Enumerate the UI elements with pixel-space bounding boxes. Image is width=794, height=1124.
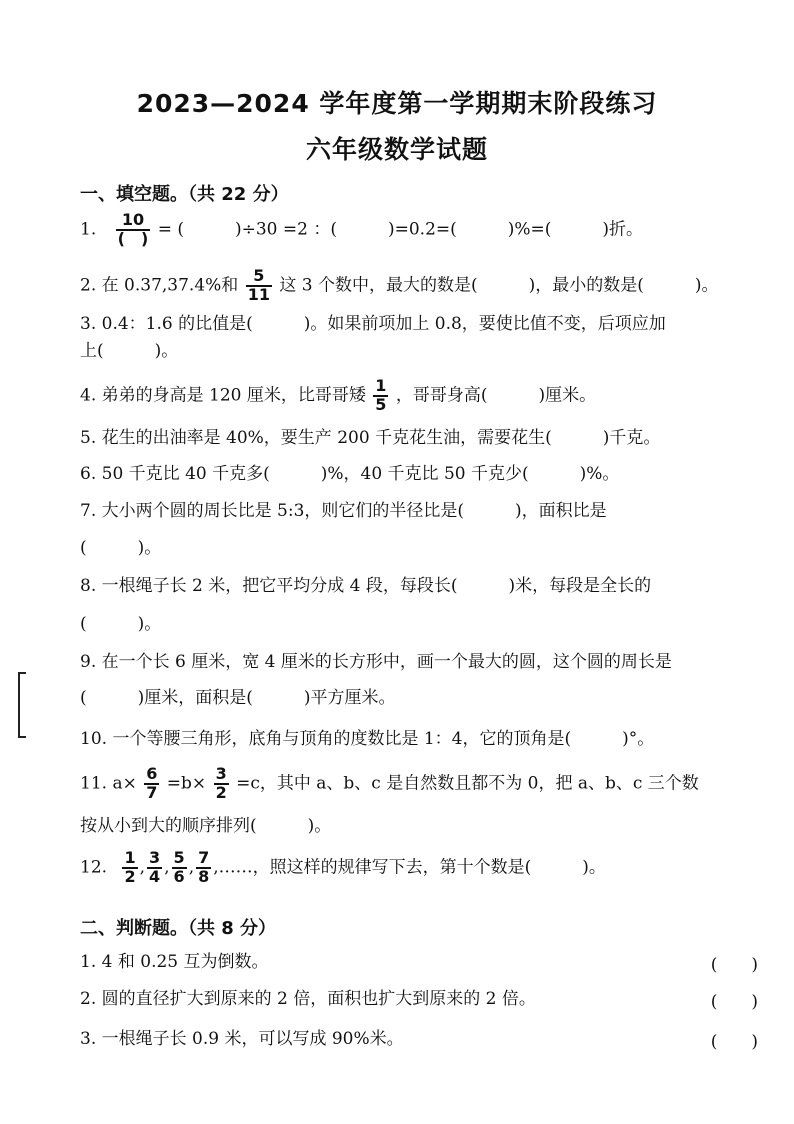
judge-bracket-3[interactable]: ( ) [710, 1032, 758, 1052]
question-5: 5. 花生的出油率是 40%，要生产 200 千克花生油，需要花生( )千克。 [80, 428, 661, 448]
fraction [172, 850, 187, 886]
fraction-numerator: 1 [124, 848, 136, 867]
question-10: 10. 一个等腰三角形，底角与顶角的度数比是 1：4，它的顶角是( )°。 [80, 729, 655, 749]
question-1 [80, 212, 760, 248]
fraction-denominator: 2 [215, 782, 227, 802]
fraction [246, 268, 272, 304]
fraction-denominator: 4 [149, 866, 161, 886]
judge-text: 1. 4 和 0.25 互为倒数。 [80, 952, 269, 972]
question-text: 这 3 个数中，最大的数是( )，最小的数是( )。 [279, 275, 719, 296]
question-text: 4. 弟弟的身高是 120 厘米，比哥哥矮 [80, 385, 366, 406]
question-11-continued: 按从小到大的顺序排列( )。 [80, 816, 332, 836]
margin-bracket-mark [18, 672, 26, 738]
question-text: ……，照这样的规律写下去，第十个数是( )。 [218, 857, 606, 878]
judge-item-2 [80, 987, 760, 1011]
question-4 [80, 378, 760, 414]
fraction [144, 766, 159, 802]
section-fill-in-heading: 一、填空题。（共 22 分） [80, 184, 289, 205]
judge-text: 2. 圆的直径扩大到原来的 2 倍，面积也扩大到原来的 2 倍。 [80, 989, 536, 1009]
fraction-denominator: 11 [247, 284, 270, 304]
fraction-numerator: 5 [173, 848, 185, 867]
fraction [116, 212, 151, 248]
fraction-denominator: 2 [124, 866, 136, 886]
fraction [196, 850, 211, 886]
judge-bracket-2[interactable]: ( ) [710, 992, 758, 1012]
fraction-numerator: 10 [116, 212, 151, 231]
question-text: = ( )÷30 =2 ：( )=0.2=( )%=( )折。 [157, 219, 644, 240]
question-text: =b× [166, 773, 207, 794]
question-7: 7. 大小两个圆的周长比是 5:3，则它们的半径比是( )，面积比是 [80, 501, 607, 521]
judge-item-3 [80, 1027, 760, 1051]
judge-text: 3. 一根绳子长 0.9 米，可以写成 90%米。 [80, 1029, 404, 1049]
section-judge-heading: 二、判断题。（共 8 分） [80, 918, 277, 939]
fraction-denominator: ( ) [117, 228, 149, 248]
question-text: 11. a× [80, 773, 137, 794]
question-9: 9. 在一个长 6 厘米，宽 4 厘米的长方形中，画一个最大的圆，这个圆的周长是 [80, 652, 672, 672]
fraction-denominator: 6 [173, 866, 185, 886]
question-3: 3. 0.4：1.6 的比值是( )。如果前项加上 0.8，要使比值不变，后项应加 [80, 314, 666, 334]
fraction-denominator: 7 [146, 782, 158, 802]
question-number: 12. [80, 857, 108, 878]
question-8: 8. 一根绳子长 2 米，把它平均分成 4 段，每段长( )米，每段是全长的 [80, 576, 652, 596]
question-text: =c，其中 a、b、c 是自然数且都不为 0，把 a、b、c 三个数 [236, 773, 699, 794]
fraction-numerator: 6 [146, 764, 158, 783]
fraction-numerator: 7 [198, 848, 210, 867]
question-7-continued: ( )。 [80, 538, 162, 558]
question-text: 2. 在 0.37,37.4%和 [80, 275, 239, 296]
question-12: 12. $\frac{1}{2}$ , $\frac{3}{4}$ , $\frac{5}{6}$ , $\frac{7}{8}$ ,……，照这样的规律写下去，第十个数是( )。 [80, 848, 606, 886]
fraction [122, 850, 137, 886]
question-3-continued: 上( )。 [80, 341, 179, 361]
fraction-numerator: 3 [149, 848, 161, 867]
fraction-denominator: 5 [375, 394, 387, 414]
fraction [147, 850, 162, 886]
exam-subtitle: 六年级数学试题 [305, 135, 488, 164]
judge-item-1 [80, 950, 760, 974]
fraction [214, 766, 229, 802]
fraction-numerator: 1 [375, 376, 387, 395]
exam-title: 2023—2024 学年度第一学期期末阶段练习 [136, 89, 658, 118]
fraction-numerator: 5 [246, 268, 272, 287]
judge-bracket-1[interactable]: ( ) [710, 955, 758, 975]
question-11 [80, 766, 760, 802]
question-8-continued: ( )。 [80, 614, 162, 634]
question-6: 6. 50 千克比 40 千克多( )%，40 千克比 50 千克少( )%。 [80, 464, 620, 484]
question-9-continued: ( )厘米，面积是( )平方厘米。 [80, 688, 396, 708]
question-number: 1. [80, 219, 97, 240]
fraction [373, 378, 388, 414]
question-2 [80, 268, 760, 304]
question-text: ，哥哥身高( )厘米。 [395, 385, 597, 406]
fraction-denominator: 8 [198, 866, 210, 886]
fraction-numerator: 3 [215, 764, 227, 783]
